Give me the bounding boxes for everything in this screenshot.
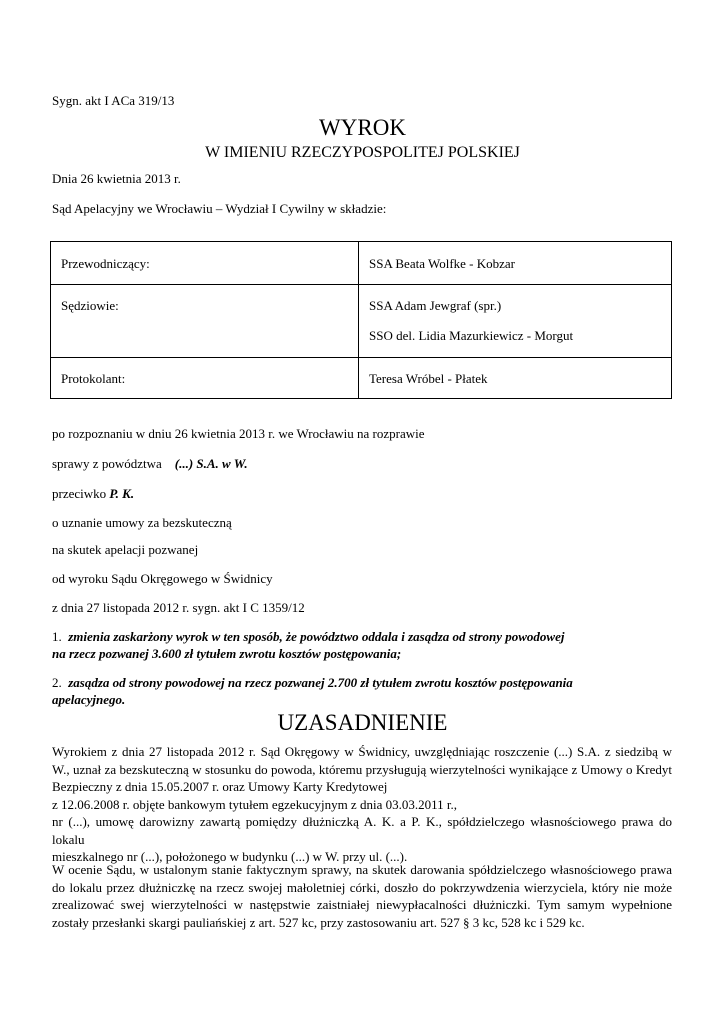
justification-heading: UZASADNIENIE xyxy=(277,710,448,735)
verdict-item-text: zasądza od strony powodowej na rzecz pozwanej 2.700 zł tytułem zwrotu kosztów postępowania xyxy=(68,675,573,690)
paragraph-line: do lokalu przez dłużniczkę na rzecz swojej małoletniej córki, doszło do pokrzywdzenia wierzyciela, który nie może xyxy=(52,879,672,895)
plaintiff-prefix: sprawy z powództwa xyxy=(52,456,162,471)
paragraph-line: nr (...), umowę darowizny zawartą pomiędzy dłużniczką A. K. a P. K., spółdzielczego własnościowego prawa do lokalu xyxy=(52,814,672,847)
judge-1: SSA Adam Jewgraf (spr.) xyxy=(369,298,502,313)
verdict-item-1 xyxy=(52,628,672,662)
lower-judgment-line: z dnia 27 listopada 2012 r. sygn. akt I C 1359/12 xyxy=(52,600,305,615)
case-signature: Sygn. akt I ACa 319/13 xyxy=(52,93,175,108)
verdict-item-text: apelacyjnego. xyxy=(52,692,126,707)
clerk-label: Protokolant: xyxy=(61,371,126,386)
presiding-value: SSA Beata Wolfke - Kobzar xyxy=(369,256,516,271)
table-divider-vertical xyxy=(358,242,359,398)
verdict-item-number: 2. xyxy=(52,675,62,690)
verdict-item-number: 1. xyxy=(52,629,62,644)
clerk-value: Teresa Wróbel - Płatek xyxy=(369,371,488,386)
justification-paragraph-1 xyxy=(52,743,672,866)
paragraph-line: Bezpieczny z dnia 15.05.2007 r. oraz Umowy Karty Kredytowej xyxy=(52,779,388,794)
table-divider-row-2 xyxy=(51,357,671,358)
defendant-name: P. K. xyxy=(109,486,135,501)
paragraph-line: W ocenie Sądu, w ustalonym stanie faktycznym sprawy, na skutek darowania spółdzielczego własnościowego prawa xyxy=(52,862,672,877)
lower-court-line: od wyroku Sądu Okręgowego w Świdnicy xyxy=(52,571,273,586)
judge-2: SSO del. Lidia Mazurkiewicz - Morgut xyxy=(369,328,574,343)
paragraph-line: mieszkalnego nr (...), położonego w budynku (...) w W. przy ul. (...). xyxy=(52,849,408,864)
paragraph-line: zrealizować swej wierzytelności w następstwie zaistniałej niewypłacalności dłużniczki. Tym samym wypełnione xyxy=(52,897,672,912)
defendant-prefix: przeciwko xyxy=(52,486,107,501)
paragraph-line: z 12.06.2008 r. objęte bankowym tytułem egzekucyjnym z dnia 03.03.2011 r., xyxy=(52,796,457,812)
paragraph-line: W., uznał za bezskuteczną w stosunku do powoda, któremu przysługują wierzytelności wynikające z Umowy o Kredyt xyxy=(52,761,672,777)
paragraph-line: zostały przesłanki skargi pauliańskiej z art. 527 kc, przy zastosowaniu art. 527 § 3 kc, 528 kc i 529 kc. xyxy=(52,914,585,930)
plaintiff-line xyxy=(52,456,248,472)
presiding-label: Przewodniczący: xyxy=(61,256,150,271)
document-subtitle: W IMIENIU RZECZYPOSPOLITEJ POLSKIEJ xyxy=(205,144,520,161)
justification-paragraph-2 xyxy=(52,861,672,931)
verdict-item-2 xyxy=(52,674,672,708)
court-composition-intro: Sąd Apelacyjny we Wrocławiu – Wydział I Cywilny w składzie: xyxy=(52,201,387,216)
verdict-item-text: na rzecz pozwanej 3.600 zł tytułem zwrotu kosztów postępowania; xyxy=(52,646,402,661)
judgment-date: Dnia 26 kwietnia 2013 r. xyxy=(52,171,181,186)
defendant-line xyxy=(52,486,134,502)
bench-table xyxy=(50,241,672,399)
paragraph-line: Wyrokiem z dnia 27 listopada 2012 r. Sąd Okręgowy w Świdnicy, uwzględniając roszczenie (...) S.A. z siedzibą w xyxy=(52,744,672,759)
appeal-line: na skutek apelacji pozwanej xyxy=(52,542,199,557)
table-divider-row-1 xyxy=(51,284,671,285)
plaintiff-name: (...) S.A. w W. xyxy=(174,456,248,471)
document-title: WYROK xyxy=(319,115,406,140)
proceedings-line: po rozpoznaniu w dniu 26 kwietnia 2013 r. we Wrocławiu na rozprawie xyxy=(52,426,425,441)
verdict-item-text: zmienia zaskarżony wyrok w ten sposób, że powództwo oddala i zasądza od strony powodowej xyxy=(68,629,565,644)
claim-line: o uznanie umowy za bezskuteczną xyxy=(52,515,232,530)
judges-label: Sędziowie: xyxy=(61,298,119,313)
